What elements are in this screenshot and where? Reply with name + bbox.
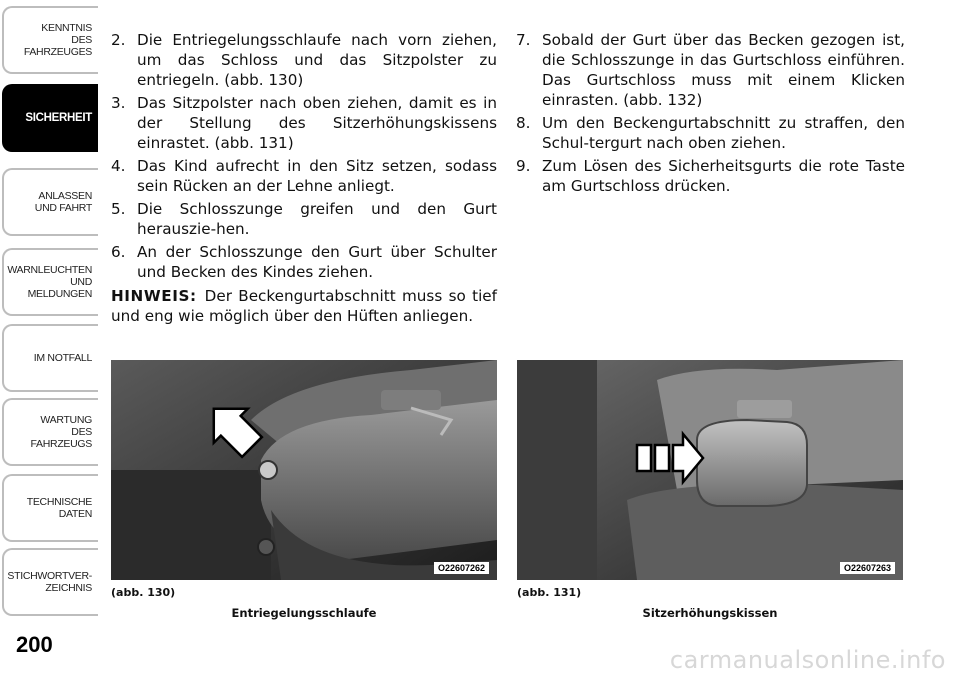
step-number: 9. xyxy=(516,157,531,175)
step-text: Das Kind aufrecht in den Sitz setzen, sodass sein Rücken an der Lehne anliegt. xyxy=(137,157,497,195)
step-number: 6. xyxy=(111,243,126,261)
tab-anlassen-und-fahrt[interactable] xyxy=(2,168,98,236)
tab-label: ANLASSEN UND FAHRT xyxy=(34,190,92,214)
tab-label: WARTUNG DES FAHRZEUGS xyxy=(30,414,92,450)
tab-warnleuchten-und-meldungen[interactable] xyxy=(2,248,98,316)
left-text-column xyxy=(111,30,497,326)
figure-ref: (abb. 131) xyxy=(517,586,582,599)
seat-photo-release-loop xyxy=(111,360,497,580)
step-text: Die Schlosszunge greifen und den Gurt herauszie-hen. xyxy=(137,200,497,238)
instruction-step xyxy=(516,30,905,110)
step-text: Um den Beckengurtabschnitt zu straffen, den Schul-tergurt nach oben ziehen. xyxy=(542,114,905,152)
figure-caption: Sitzerhöhungskissen xyxy=(642,606,778,620)
instruction-step xyxy=(111,242,497,282)
right-text-column xyxy=(516,30,905,199)
instruction-step xyxy=(516,156,905,196)
instruction-list xyxy=(516,30,905,196)
step-text: An der Schlosszunge den Gurt über Schulter und Becken des Kindes ziehen. xyxy=(137,243,497,281)
tab-label: IM NOTFALL xyxy=(33,352,92,364)
chapter-tabs xyxy=(0,0,100,640)
tab-label: KENNTNIS DES FAHRZEUGES xyxy=(23,22,92,58)
instruction-step xyxy=(111,156,497,196)
step-number: 2. xyxy=(111,31,126,49)
instruction-step xyxy=(111,30,497,90)
note-label: HINWEIS: xyxy=(111,287,197,305)
step-text: Sobald der Gurt über das Becken gezogen ist, die Schlosszunge in das Gurtschloss einführen. Das Gurtschloss muss mit einem Klicken einrasten. (abb. 132) xyxy=(542,31,905,109)
instruction-step xyxy=(111,93,497,153)
figure-booster-cushion xyxy=(517,360,903,580)
instruction-list xyxy=(111,30,497,282)
figure-release-loop xyxy=(111,360,497,580)
figure-code: O22607262 xyxy=(434,562,489,574)
step-number: 3. xyxy=(111,94,126,112)
figure-code: O22607263 xyxy=(840,562,895,574)
note-paragraph xyxy=(111,286,497,326)
instruction-step xyxy=(111,199,497,239)
step-text: Das Sitzpolster nach oben ziehen, damit es in der Stellung des Sitzerhöhungskissens einrastet. (abb. 131) xyxy=(137,94,497,152)
seat-photo-booster-cushion xyxy=(517,360,903,580)
step-text: Zum Lösen des Sicherheitsgurts die rote Taste am Gurtschloss drücken. xyxy=(542,157,905,195)
tab-sicherheit[interactable] xyxy=(2,84,98,152)
tab-label: SICHERHEIT xyxy=(25,112,92,124)
tab-wartung-des-fahrzeugs[interactable] xyxy=(2,398,98,466)
figure-ref: (abb. 130) xyxy=(111,586,176,599)
step-number: 7. xyxy=(516,31,531,49)
tab-stichwortverzeichnis[interactable] xyxy=(2,548,98,616)
step-number: 4. xyxy=(111,157,126,175)
step-number: 8. xyxy=(516,114,531,132)
tab-label: TECHNISCHE DATEN xyxy=(26,496,92,520)
instruction-step xyxy=(516,113,905,153)
tab-label: STICHWORTVER- ZEICHNIS xyxy=(7,570,92,594)
page-number: 200 xyxy=(16,632,53,657)
tab-kenntnis-des-fahrzeuges[interactable] xyxy=(2,6,98,74)
step-number: 5. xyxy=(111,200,126,218)
note-text: Der Beckengurtabschnitt muss so tief und eng wie möglich über den Hüften anliegen. xyxy=(111,287,497,325)
tab-label: WARNLEUCHTEN UND MELDUNGEN xyxy=(7,264,92,300)
step-text: Die Entriegelungsschlaufe nach vorn ziehen, um das Schloss und das Sitzpolster zu entriegeln. (abb. 130) xyxy=(137,31,497,89)
watermark: carmanualsonline.info xyxy=(669,646,946,674)
figure-caption: Entriegelungsschlaufe xyxy=(231,606,377,620)
tab-technische-daten[interactable] xyxy=(2,474,98,542)
tab-im-notfall[interactable] xyxy=(2,324,98,392)
